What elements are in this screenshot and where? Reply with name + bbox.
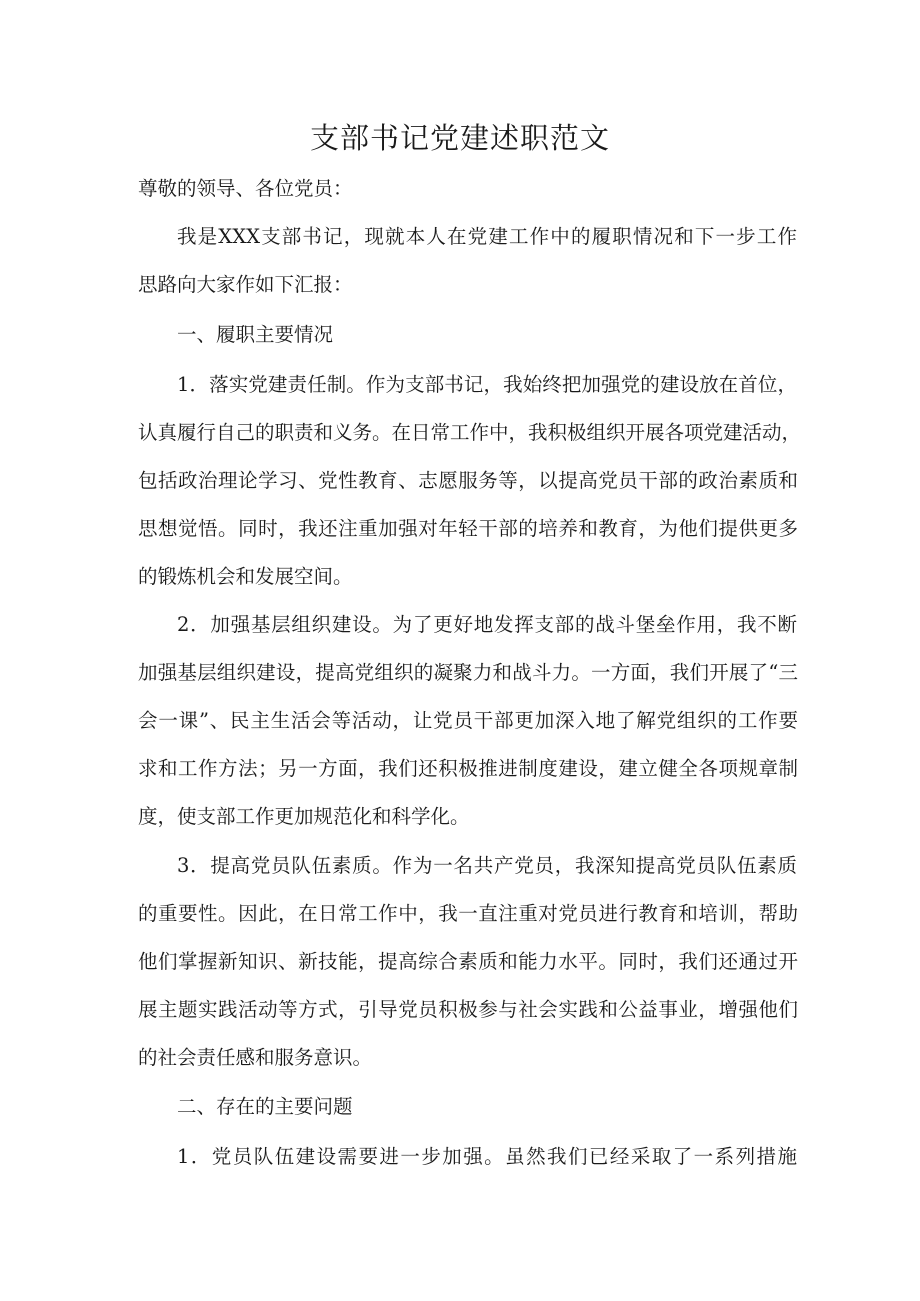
item-2-line-4: 求和工作方法；另一方面，我们还积极推进制度建设，建立健全各项规章制	[138, 757, 798, 780]
item-1-line-4: 思想觉悟。同时，我还注重加强对年轻干部的培养和教育，为他们提供更多	[138, 517, 798, 540]
problem-1-line-1: 1．党员队伍建设需要进一步加强。虽然我们已经采取了一系列措施	[177, 1145, 797, 1168]
item-1-line-1: 1．落实党建责任制。作为支部书记，我始终把加强党的建设放在首位，	[177, 373, 797, 396]
greeting: 尊敬的领导、各位党员：	[138, 177, 353, 200]
item-2-line-1: 2．加强基层组织建设。为了更好地发挥支部的战斗堡垒作用，我不断	[177, 613, 797, 636]
item-3-line-5: 的社会责任感和服务意识。	[138, 1046, 373, 1069]
item-1-line-2: 认真履行自己的职责和义务。在日常工作中，我积极组织开展各项党建活动，	[138, 421, 802, 444]
item-3-line-2: 的重要性。因此，在日常工作中，我一直注重对党员进行教育和培训，帮助	[138, 902, 798, 925]
item-1-line-3: 包括政治理论学习、党性教育、志愿服务等，以提高党员干部的政治素质和	[138, 469, 798, 492]
item-1-line-5: 的锻炼机会和发展空间。	[138, 565, 353, 588]
item-2-line-3: 会一课”、民主生活会等活动，让党员干部更加深入地了解党组织的工作要	[138, 709, 798, 732]
item-3-line-1: 3．提高党员队伍素质。作为一名共产党员，我深知提高党员队伍素质	[177, 854, 797, 877]
section-2-heading: 二、存在的主要问题	[177, 1095, 353, 1118]
item-3-line-4: 展主题实践活动等方式，引导党员积极参与社会实践和公益事业，增强他们	[138, 998, 798, 1021]
intro-line-1: 我是XXX支部书记，现就本人在党建工作中的履职情况和下一步工作	[177, 225, 797, 248]
document-title: 支部书记党建述职范文	[309, 121, 610, 155]
section-1-heading: 一、履职主要情况	[177, 323, 334, 346]
intro-line-2: 思路向大家作如下汇报：	[138, 273, 353, 296]
item-2-line-2: 加强基层组织建设，提高党组织的凝聚力和战斗力。一方面，我们开展了“三	[138, 661, 798, 684]
item-3-line-3: 他们掌握新知识、新技能，提高综合素质和能力水平。同时，我们还通过开	[138, 950, 798, 973]
item-2-line-5: 度，使支部工作更加规范化和科学化。	[138, 805, 470, 828]
